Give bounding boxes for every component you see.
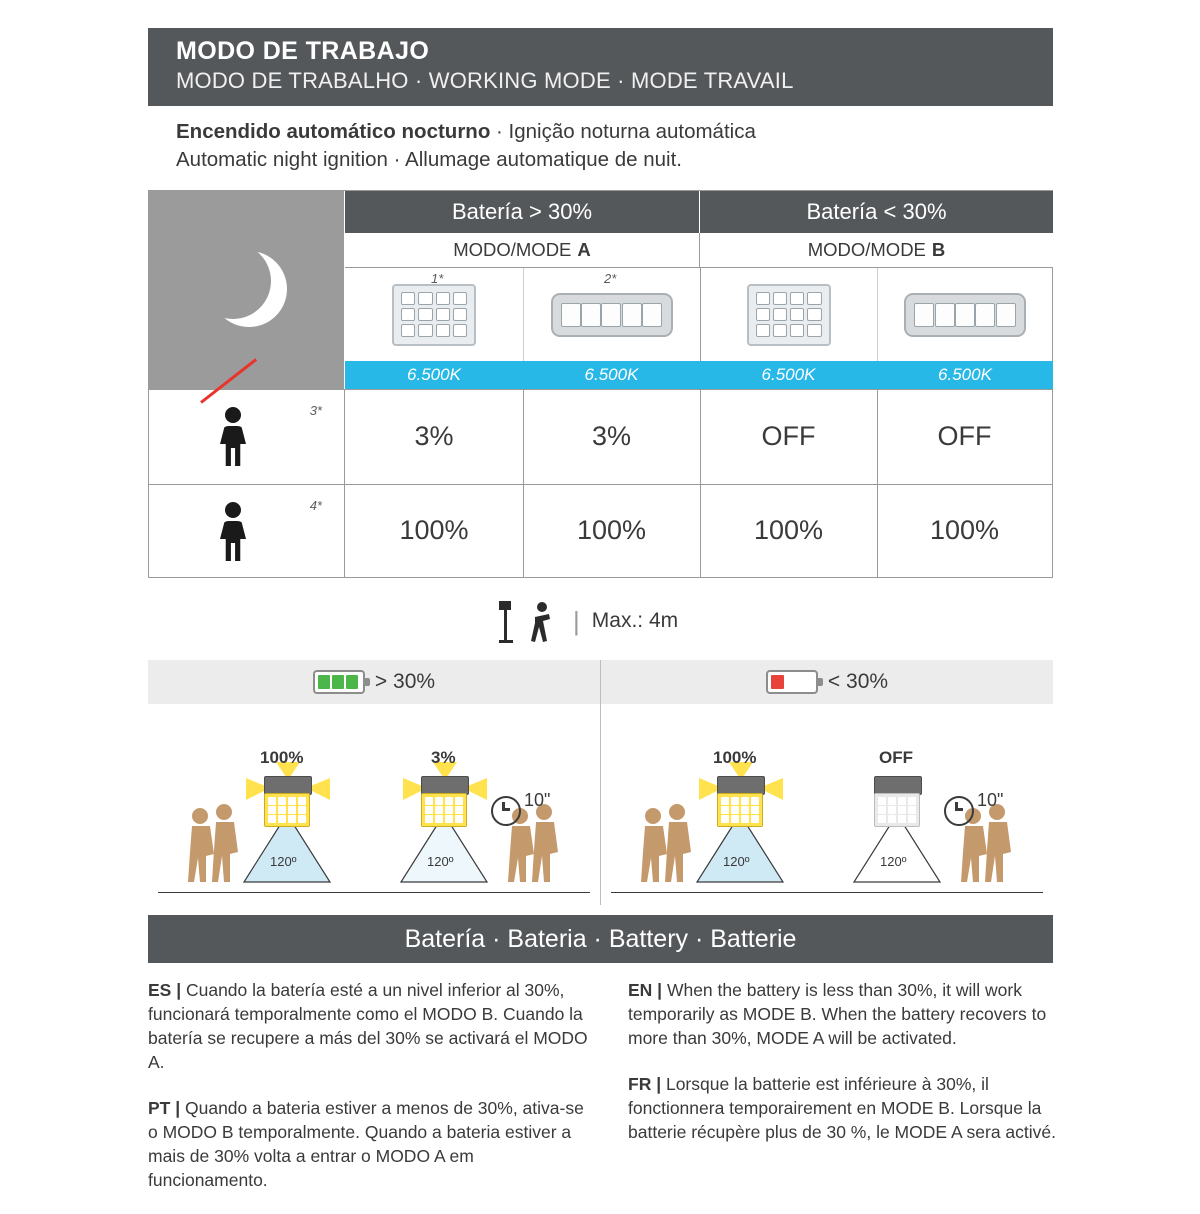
- lamp-led-on: [264, 793, 310, 827]
- scene1-percent-label: 100%: [713, 748, 757, 767]
- timer-label: 10": [524, 790, 551, 810]
- led-panel-bar-icon: [551, 293, 673, 337]
- led-panel-square-icon: [392, 284, 476, 346]
- scene2-angle-label: 120º: [880, 854, 907, 869]
- kelvin-a1: 6.500K: [345, 361, 524, 389]
- lamp-led-off: [874, 793, 920, 827]
- clock-icon: [491, 796, 521, 826]
- footer-fr: [628, 1072, 1058, 1144]
- footer-pt-text: Quando a bateria estiver a menos de 30%, ativa-se o MODO B temporalmente. Quando a bateria estiver a mais de 30% volta a entrar o MODO A em funcionamento.: [148, 1098, 584, 1190]
- mode-b-header: [700, 233, 1053, 268]
- intro-line-1: [176, 118, 1056, 146]
- panel-left-battery-state: > 30%: [374, 670, 436, 693]
- lamp-led-dim: [421, 793, 467, 827]
- mode-a-header: [345, 233, 700, 268]
- intro-rest: · Ignição noturna automática: [490, 120, 756, 143]
- sensor-range-icon: [495, 597, 561, 645]
- kelvin-b1: 6.500K: [700, 361, 878, 389]
- battery-low-header: Batería < 30%: [700, 191, 1053, 233]
- value-presence-a1: 100%: [345, 484, 524, 577]
- max-distance-label: Max.: 4m: [591, 609, 679, 632]
- scene2-percent-label: OFF: [879, 748, 913, 767]
- value-no-presence-a1: 3%: [345, 389, 524, 484]
- intro-bold: Encendido automático nocturno: [176, 120, 491, 143]
- footer-left-column: [148, 978, 588, 1214]
- footer-right-column: [628, 978, 1058, 1166]
- panel-battery-high: [148, 660, 600, 905]
- intro-line-2: Automatic night ignition · Allumage automatique de nuit.: [176, 148, 682, 171]
- timer-label: 10": [977, 790, 1004, 810]
- footer-es-tag: ES |: [148, 980, 182, 1000]
- separator: |: [573, 605, 580, 636]
- moon-cell: [149, 191, 345, 389]
- sensor-range-svg: [495, 597, 561, 645]
- lamp-square-b1: [700, 268, 878, 361]
- footer-en-text: When the battery is less than 30%, it will work temporarily as MODE B. When the battery recovers to more than 30%, MODE A will be activated.: [628, 980, 1047, 1048]
- footer-fr-tag: FR |: [628, 1074, 662, 1094]
- panel-battery-low: [601, 660, 1053, 905]
- panel-right-battery-state: < 30%: [827, 670, 889, 693]
- scene1-angle-label: 120º: [723, 854, 750, 869]
- footer-es: [148, 978, 588, 1074]
- panel-left-body: [148, 704, 600, 905]
- no-presence-cell: [149, 389, 345, 484]
- battery-high-header: Batería > 30%: [345, 191, 700, 233]
- led-panel-square-icon: [747, 284, 831, 346]
- footnote-marker-4: 4*: [309, 498, 322, 513]
- panel-left-header: [148, 660, 600, 704]
- panel-right-body: [601, 704, 1053, 905]
- mode-a-label: MODO/MODE: [453, 239, 572, 260]
- value-presence-b2: 100%: [929, 515, 1000, 545]
- led-panel-bar-icon: [904, 293, 1026, 337]
- battery-section-band: Batería · Bateria · Battery · Batterie: [148, 915, 1053, 963]
- footnote-marker-3: 3*: [309, 403, 322, 418]
- lamp-led-on: [717, 793, 763, 827]
- footnote-marker-2: 2*: [604, 271, 617, 286]
- clock-icon: [944, 796, 974, 826]
- footer-en: [628, 978, 1058, 1050]
- lamp-bar-b2: [877, 268, 1053, 361]
- value-presence-b1: 100%: [700, 484, 878, 577]
- working-mode-table: [148, 190, 1053, 578]
- scene1-percent-label: 100%: [260, 748, 304, 767]
- kelvin-a2: 6.500K: [523, 361, 701, 389]
- kelvin-b2: 6.500K: [877, 361, 1053, 389]
- page-title: MODO DE TRABAJO: [176, 37, 430, 65]
- moon-icon: [211, 251, 287, 327]
- footer-es-text: Cuando la batería esté a un nivel inferior al 30%, funcionará temporalmente como el MODO B. Cuando la batería se recupere a más del 30% se activará el MODO A.: [148, 980, 588, 1072]
- value-no-presence-b1: OFF: [700, 389, 878, 484]
- person-icon: [217, 502, 249, 562]
- panel-right-header: [601, 660, 1053, 704]
- presence-cell: [149, 484, 345, 577]
- mode-b-letter: B: [931, 239, 946, 260]
- scene1-angle-label: 120º: [270, 854, 297, 869]
- mode-a-letter: A: [577, 239, 591, 260]
- footer-pt: [148, 1096, 588, 1192]
- page-subtitle: MODO DE TRABALHO · WORKING MODE · MODE TRAVAIL: [176, 68, 794, 93]
- scene2-percent-label: 3%: [431, 748, 456, 767]
- header-band: [148, 28, 1053, 106]
- battery-low-icon: [766, 670, 818, 694]
- footnote-marker-1: 1*: [431, 271, 444, 286]
- intro-text: [176, 118, 1056, 174]
- footer-en-tag: EN |: [628, 980, 663, 1000]
- value-no-presence-b2: OFF: [937, 421, 992, 451]
- person-crossed-icon: [217, 407, 249, 467]
- max-distance-row: [495, 597, 678, 645]
- scene2-angle-label: 120º: [427, 854, 454, 869]
- mode-b-label: MODO/MODE: [807, 239, 926, 260]
- value-no-presence-a2: 3%: [523, 389, 701, 484]
- footer-pt-tag: PT |: [148, 1098, 181, 1118]
- battery-full-icon: [313, 670, 365, 694]
- footer-fr-text: Lorsque la batterie est inférieure à 30%, il fonctionnera temporairement en MODE B. Lorsque la batterie récupère plus de 30 %, le MODE A sera activé.: [628, 1074, 1056, 1142]
- value-presence-a2: 100%: [523, 484, 701, 577]
